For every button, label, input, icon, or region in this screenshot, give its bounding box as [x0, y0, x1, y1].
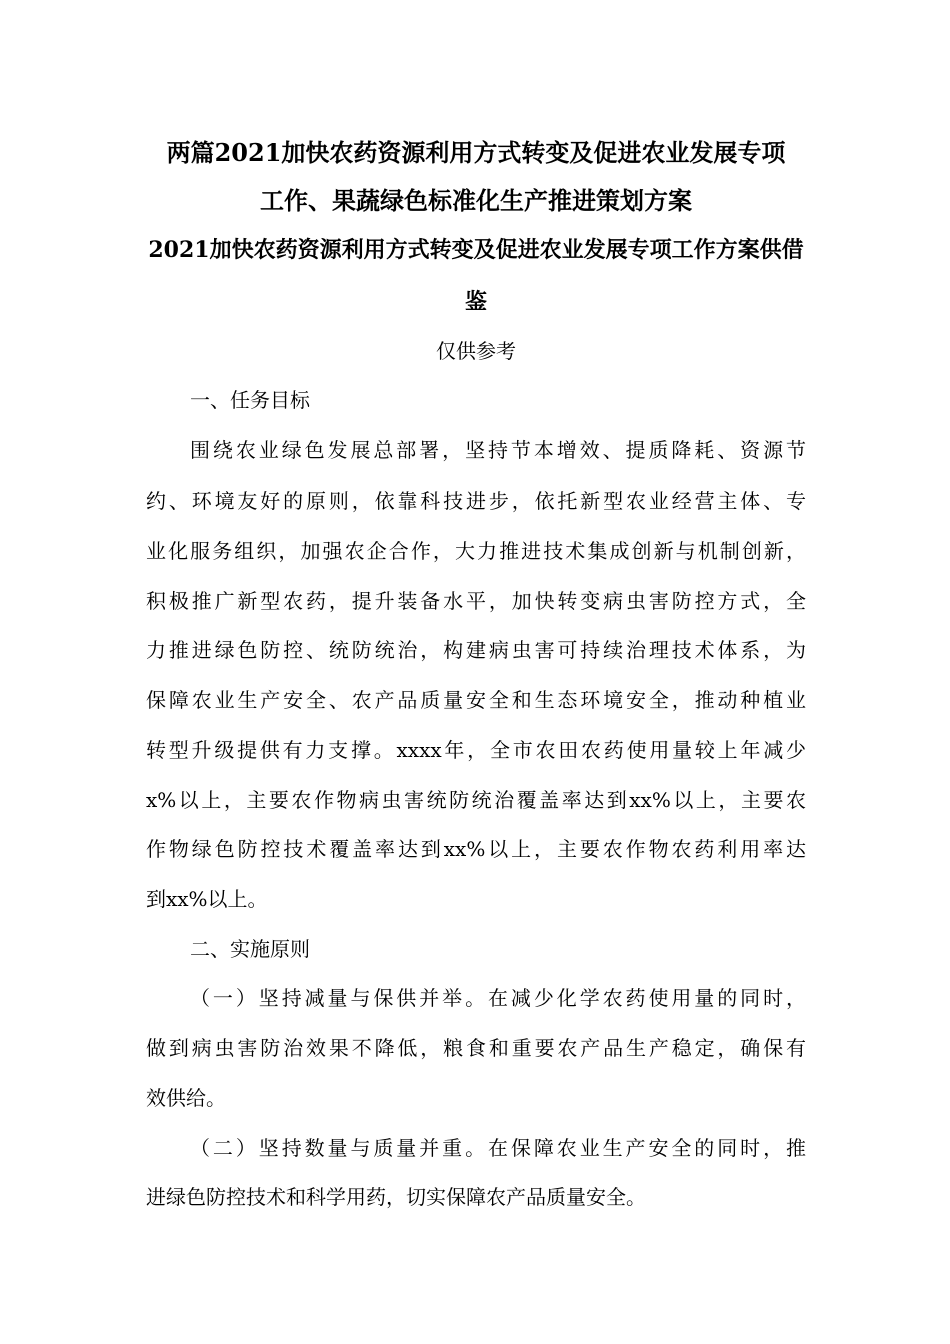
document-title-line-1: 两篇2021加快农药资源利用方式转变及促进农业发展专项 [166, 138, 786, 167]
section-2-para-2-line: 进绿色防控技术和科学用药，切实保障农产品质量安全。 [146, 1185, 646, 1209]
section-1-line: 作物绿色防控技术覆盖率达到xx%以上，主要农作物农药利用率达 [146, 837, 806, 861]
section-1-line: 围绕农业绿色发展总部署，坚持节本增效、提质降耗、资源节 [190, 438, 806, 462]
section-1-heading: 一、任务目标 [190, 388, 310, 412]
section-1-line: 积极推广新型农药，提升装备水平，加快转变病虫害防控方式，全 [146, 589, 806, 613]
section-1-line: 保障农业生产安全、农产品质量安全和生态环境安全，推动种植业 [146, 688, 806, 712]
section-1-line: 业化服务组织，加强农企合作，大力推进技术集成创新与机制创新， [146, 539, 806, 563]
document-subtitle-line-2: 鉴 [464, 289, 487, 315]
document-subtitle-line-1: 2021加快农药资源利用方式转变及促进农业发展专项工作方案供借 [148, 237, 804, 263]
section-1-line: 力推进绿色防控、统防统治，构建病虫害可持续治理技术体系，为 [146, 638, 806, 662]
section-1-line: 到xx%以上。 [146, 887, 268, 911]
section-2-heading: 二、实施原则 [190, 937, 310, 961]
reference-note: 仅供参考 [436, 339, 516, 363]
section-1-line: x%以上，主要农作物病虫害统防统治覆盖率达到xx%以上，主要农 [146, 788, 806, 812]
document-title-line-2: 工作、果蔬绿色标准化生产推进策划方案 [260, 186, 692, 215]
section-2-para-1-line: 做到病虫害防治效果不降低，粮食和重要农产品生产稳定，确保有 [146, 1036, 806, 1060]
section-2-para-2-line: （二）坚持数量与质量并重。在保障农业生产安全的同时，推 [190, 1136, 806, 1160]
section-1-line: 约、环境友好的原则，依靠科技进步，依托新型农业经营主体、专 [146, 489, 806, 513]
section-2-para-1-line: 效供给。 [146, 1086, 226, 1110]
section-2-para-1-line: （一）坚持减量与保供并举。在减少化学农药使用量的同时， [190, 986, 806, 1010]
section-1-line: 转型升级提供有力支撑。xxxx年，全市农田农药使用量较上年减少 [146, 738, 806, 762]
